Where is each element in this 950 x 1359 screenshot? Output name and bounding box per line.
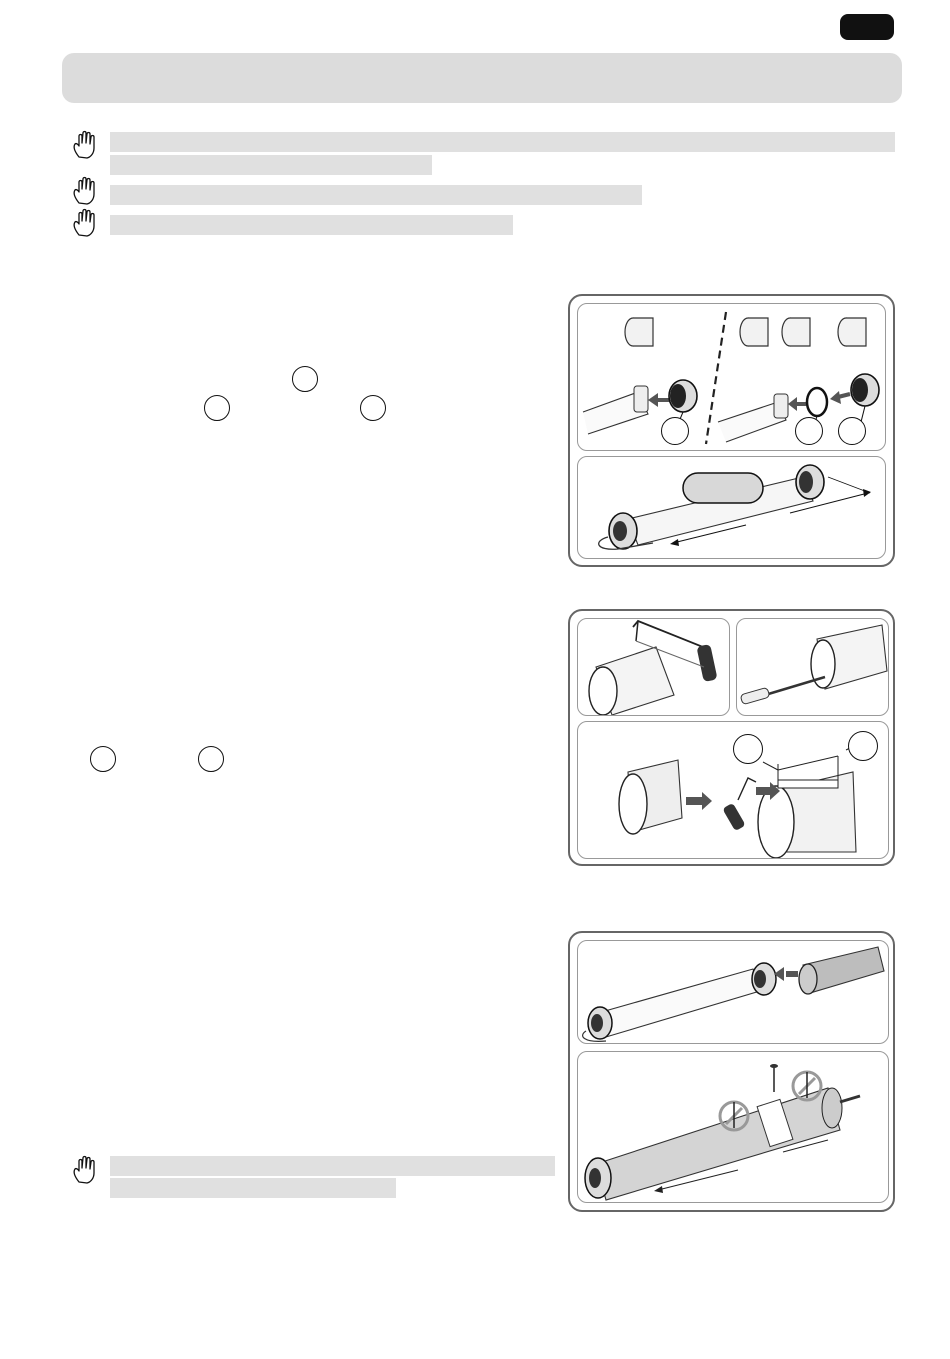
step-marker [198,746,224,772]
figure-2-file-subpanel [736,618,889,716]
step-marker [204,395,230,421]
figure-3-insert-subpanel [577,940,889,1044]
hand-icon [70,176,100,206]
section3-note-line-2 [110,1178,396,1198]
step-marker [360,395,386,421]
figure-1-marker [795,417,823,445]
figure-2-saw-subpanel [577,618,730,716]
note-1-line-2 [110,155,432,175]
figure-2-notch-subpanel [577,721,889,859]
hand-icon [70,1155,100,1185]
step-marker [292,366,318,392]
note-1-line-1 [110,132,895,152]
note-2-line-1 [110,185,642,205]
figure-1-marker [838,417,866,445]
page-title-band [62,53,902,103]
figure-2-marker [848,731,878,761]
note-3-line-1 [110,215,513,235]
section3-note-line-1 [110,1156,555,1176]
figure-3-fix-subpanel [577,1051,889,1203]
figure-2-marker [733,734,763,764]
figure-1-adapter-assembly [568,294,895,567]
hand-icon [70,130,100,160]
figure-1-bottom-subpanel [577,456,886,559]
step-marker [90,746,116,772]
figure-1-marker [661,417,689,445]
hand-icon [70,208,100,238]
figure-2-tube-preparation [568,609,895,866]
page-number-tab [840,14,894,40]
figure-3-motor-insertion [568,931,895,1212]
